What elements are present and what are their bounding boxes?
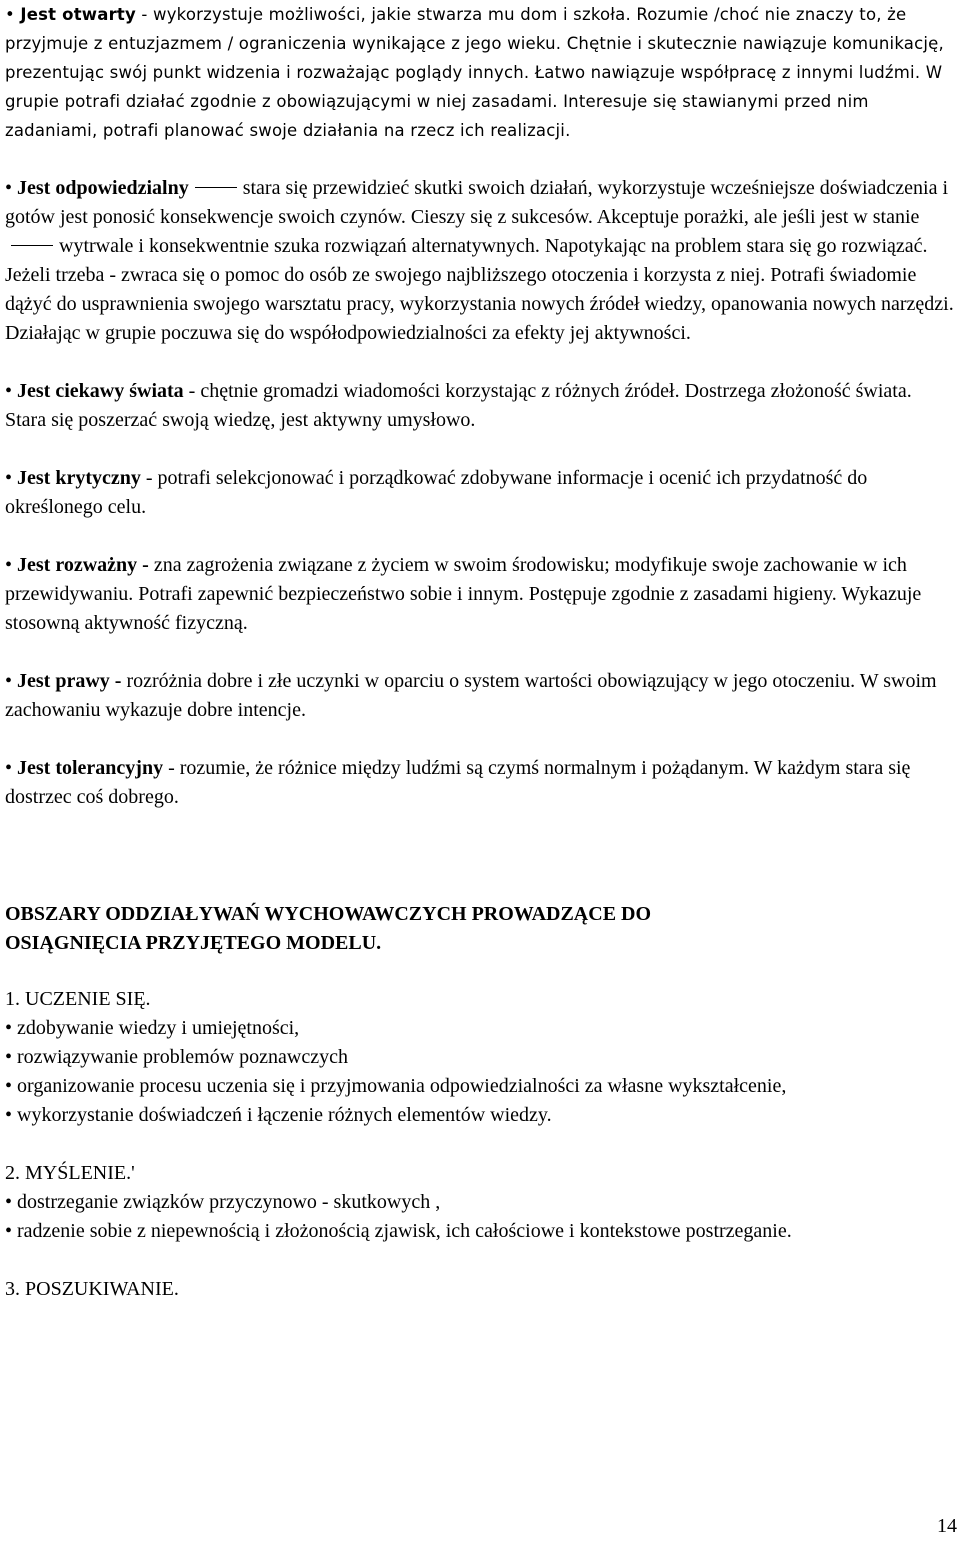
- list-item: • zdobywanie wiedzy i umiejętności,: [5, 1017, 300, 1039]
- area-thinking-title: 2. MYŚLENIE.': [5, 1162, 135, 1184]
- trait-open-paragraph: • Jest otwarty - wykorzystuje możliwości, jakie stwarza mu dom i szkoła. Rozumie /choć nie znaczy to, że przyjmuje z entuzjazmem / ograniczenia wynikające z jego wieku. Chętnie i skutecznie nawiązuje komunikację, prezentując swój punkt widzenia i rozważając poglądy innych. Łatwo nawiązuje współpracę z innymi ludźmi. W grupie potrafi działać zgodnie z obowiązującymi w niej zasadami. Interesuje się stawianymi przed nim zadaniami, potrafi planować swoje działania na rzecz ich realizacji.: [5, 5, 944, 140]
- trait-text: zna zagrożenia związane z życiem w swoim środowisku; modyfikuje swoje zachowanie w ich przewidywaniu. Potrafi zapewnić bezpieczeństwo sobie i innym. Postępuje zgodnie z zasadami higieny. Wykazuje stosowną aktywność fizyczną.: [5, 554, 922, 634]
- list-item: • radzenie sobie z niepewnością i złożonością zjawisk, ich całościowe i kontekstowe postrzeganie.: [5, 1220, 792, 1242]
- spacer: [5, 522, 955, 551]
- spacer: [5, 638, 955, 667]
- trait-title: Jest otwarty: [20, 5, 136, 24]
- trait-critical-paragraph: • Jest krytyczny - potrafi selekcjonować i porządkować zdobywane informacje i ocenić ich przydatność do określonego celu.: [5, 467, 868, 518]
- em-dash-line: [195, 187, 237, 188]
- spacer: [5, 435, 955, 464]
- trait-curious-paragraph: • Jest ciekawy świata - chętnie gromadzi wiadomości korzystając z różnych źródeł. Dostrzega złożoność świata. Stara się poszerzać swoją wiedzę, jest aktywny umysłowo.: [5, 380, 912, 431]
- trait-righteous-paragraph: • Jest prawy - rozróżnia dobre i złe uczynki w oparciu o system wartości obowiązujący w jego otoczeniu. W swoim zachowaniu wykazuje dobre intencje.: [5, 670, 937, 721]
- trait-text: - potrafi selekcjonować i porządkować zdobywane informacje i ocenić ich przydatność do określonego celu.: [5, 467, 868, 518]
- spacer: [5, 725, 955, 754]
- list-item: • rozwiązywanie problemów poznawczych: [5, 1046, 348, 1068]
- spacer: [5, 1130, 955, 1159]
- page-content: [5, 0, 955, 1304]
- trait-tolerant-paragraph: • Jest tolerancyjny - rozumie, że różnice między ludźmi są czymś normalnym i pożądanym. W każdym stara się dostrzec coś dobrego.: [5, 757, 911, 808]
- page-number: 14: [937, 1515, 957, 1537]
- list-item: • dostrzeganie związków przyczynowo - skutkowych ,: [5, 1191, 441, 1213]
- area-searching-title: 3. POSZUKIWANIE.: [5, 1278, 179, 1300]
- trait-prudent-paragraph: • Jest rozważny - zna zagrożenia związane z życiem w swoim środowisku; modyfikuje swoje zachowanie w ich przewidywaniu. Potrafi zapewnić bezpieczeństwo sobie i innym. Postępuje zgodnie z zasadami higieny. Wykazuje stosowną aktywność fizyczną.: [5, 554, 922, 634]
- trait-text: - rozumie, że różnice między ludźmi są czymś normalnym i pożądanym. W każdym stara się dostrzec coś dobrego.: [5, 757, 911, 808]
- trait-text: stara się przewidzieć skutki swoich działań, wykorzystuje wcześniejsze doświadczenia i gotów jest ponosić konsekwencje swoich czynów. Cieszy się z sukcesów. Akceptuje porażki, ale jeśli jest w stanie: [5, 177, 948, 228]
- section-heading: [5, 900, 955, 958]
- trait-title: Jest krytyczny: [17, 467, 141, 489]
- trait-text: wytrwale i konsekwentnie szuka rozwiązań alternatywnych. Napotykając na problem stara się go rozwiązać. Jeżeli trzeba - zwraca się o pomoc do osób ze swojego najbliższego otoczenia i korzysta z niej. Potrafi świadomie dążyć do usprawnienia swojego warsztatu pracy, wykorzystania nowych źródeł wiedzy, opanowania nowych narzędzi. Działając w grupie poczuwa się do współodpowiedzialności za efekty jej aktywności.: [5, 235, 954, 344]
- spacer: [5, 145, 955, 174]
- spacer: [5, 958, 955, 985]
- section-heading-line: OSIĄGNIĘCIA PRZYJĘTEGO MODELU.: [5, 932, 382, 954]
- spacer: [5, 1246, 955, 1275]
- trait-title: Jest tolerancyjny: [17, 757, 164, 779]
- section-heading-line: OBSZARY ODDZIAŁYWAŃ WYCHOWAWCZYCH PROWADZĄCE DO: [5, 903, 652, 925]
- trait-text: - chętnie gromadzi wiadomości korzystając z różnych źródeł. Dostrzega złożoność świata. Stara się poszerzać swoją wiedzę, jest aktywny umysłowo.: [5, 380, 912, 431]
- trait-text: - wykorzystuje możliwości, jakie stwarza mu dom i szkoła. Rozumie /choć nie znaczy to, że przyjmuje z entuzjazmem / ograniczenia wynikające z jego wieku. Chętnie i skutecznie nawiązuje komunikację, prezentując swój punkt widzenia i rozważając poglądy innych. Łatwo nawiązuje współpracę z innymi ludźmi. W grupie potrafi działać zgodnie z obowiązującymi w niej zasadami. Interesuje się stawianymi przed nim zadaniami, potrafi planować swoje działania na rzecz ich realizacji.: [5, 5, 944, 140]
- trait-responsible-paragraph: • Jest odpowiedzialny stara się przewidzieć skutki swoich działań, wykorzystuje wcześniejsze doświadczenia i gotów jest ponosić konsekwencje swoich czynów. Cieszy się z sukcesów. Akceptuje porażki, ale jeśli jest w staniewytrwale i konsekwentnie szuka rozwiązań alternatywnych. Napotykając na problem stara się go rozwiązać. Jeżeli trzeba - zwraca się o pomoc do osób ze swojego najbliższego otoczenia i korzysta z niej. Potrafi świadomie dążyć do usprawnienia swojego warsztatu pracy, wykorzystania nowych źródeł wiedzy, opanowania nowych narzędzi. Działając w grupie poczuwa się do współodpowiedzialności za efekty jej aktywności.: [5, 177, 954, 344]
- trait-title: Jest prawy -: [17, 670, 122, 692]
- trait-title: Jest rozważny -: [17, 554, 149, 576]
- trait-text: rozróżnia dobre i złe uczynki w oparciu o system wartości obowiązujący w jego otoczeniu. W swoim zachowaniu wykazuje dobre intencje.: [5, 670, 937, 721]
- list-item: • wykorzystanie doświadczeń i łączenie różnych elementów wiedzy.: [5, 1104, 552, 1126]
- spacer: [5, 348, 955, 377]
- spacer: [5, 812, 955, 900]
- area-learning-title: 1. UCZENIE SIĘ.: [5, 988, 151, 1010]
- trait-title: Jest odpowiedzialny: [17, 177, 189, 199]
- trait-title: Jest ciekawy świata: [17, 380, 184, 402]
- list-item: • organizowanie procesu uczenia się i przyjmowania odpowiedzialności za własne wykształcenie,: [5, 1075, 787, 1097]
- em-dash-line: [11, 245, 53, 246]
